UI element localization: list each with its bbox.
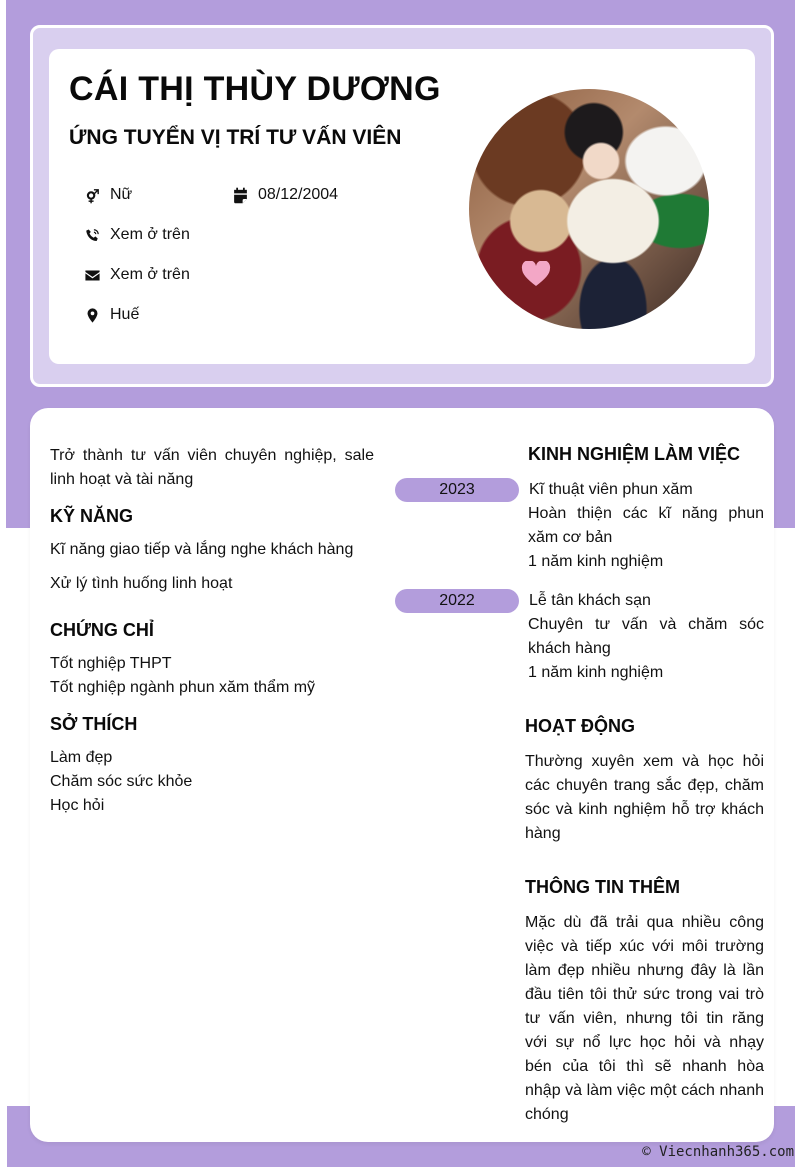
experience-year-badge: 2023 xyxy=(395,478,519,502)
certificate-item: Tốt nghiệp THPT xyxy=(50,655,172,672)
experience-description: Hoàn thiện các kĩ năng phun xăm cơ bản xyxy=(528,505,764,546)
certificates-heading: CHỨNG CHỈ xyxy=(50,620,154,640)
hobby-item: Làm đẹp xyxy=(50,749,113,766)
email-value: Xem ở trên xyxy=(110,266,190,283)
certificate-item: Tốt nghiệp ngành phun xăm thẩm mỹ xyxy=(50,679,316,696)
hobby-item: Chăm sóc sức khỏe xyxy=(50,773,193,790)
hobbies-heading: SỞ THÍCH xyxy=(50,714,138,734)
info-email xyxy=(83,266,190,284)
avatar xyxy=(469,89,709,329)
hobby-item: Học hỏi xyxy=(50,797,105,814)
experience-duration: 1 năm kinh nghiệm xyxy=(528,553,664,570)
calendar-icon xyxy=(231,186,249,204)
experience-year-badge: 2022 xyxy=(395,589,519,613)
skills-heading: KỸ NĂNG xyxy=(50,506,134,526)
phone-icon xyxy=(83,226,101,244)
address-value: Huế xyxy=(110,306,140,323)
info-phone xyxy=(83,226,190,244)
info-gender xyxy=(83,186,132,204)
skill-item: Xử lý tình huống linh hoạt xyxy=(50,575,233,592)
phone-value: Xem ở trên xyxy=(110,226,190,243)
activities-heading: HOẠT ĐỘNG xyxy=(525,716,635,736)
additional-info-heading: THÔNG TIN THÊM xyxy=(525,877,680,897)
experience-description: Chuyên tư vấn và chăm sóc khách hàng xyxy=(528,616,764,657)
info-address xyxy=(83,306,139,324)
gender-icon xyxy=(83,186,101,204)
experience-heading: KINH NGHIỆM LÀM VIỆC xyxy=(528,444,741,464)
heart-icon xyxy=(521,261,551,287)
copyright-footer: © Viecnhanh365.com xyxy=(642,1144,794,1160)
birthdate-value: 08/12/2004 xyxy=(258,186,339,203)
envelope-icon xyxy=(83,266,101,284)
career-objective: Trở thành tư vấn viên chuyên nghiệp, sale linh hoạt và tài năng xyxy=(50,447,374,488)
experience-duration: 1 năm kinh nghiệm xyxy=(528,664,664,681)
additional-info-text: Mặc dù đã trải qua nhiều công việc và tiếp xúc với môi trường làm đẹp nhiều nhưng đây là lần đầu tiên tôi thử sức trong vai trò tư vấn viên, nhưng tôi tin răng với sự nổ lực học hỏi và nhạy bén của tôi thì sẽ nhanh hòa nhập và làm việc một cách nhanh chóng xyxy=(525,914,764,1123)
applied-position: ỨNG TUYỂN VỊ TRÍ TƯ VẤN VIÊN xyxy=(69,126,402,149)
location-pin-icon xyxy=(83,306,101,324)
candidate-name: CÁI THỊ THÙY DƯƠNG xyxy=(69,70,441,108)
experience-role: Kĩ thuật viên phun xăm xyxy=(529,481,693,498)
info-birthdate xyxy=(231,186,338,204)
gender-value: Nữ xyxy=(110,186,133,203)
experience-role: Lễ tân khách sạn xyxy=(529,592,651,609)
activities-text: Thường xuyên xem và học hỏi các chuyên trang sắc đẹp, chăm sóc và kinh nghiệm hỗ trợ khách hàng xyxy=(525,753,764,842)
skill-item: Kĩ năng giao tiếp và lắng nghe khách hàng xyxy=(50,541,354,558)
